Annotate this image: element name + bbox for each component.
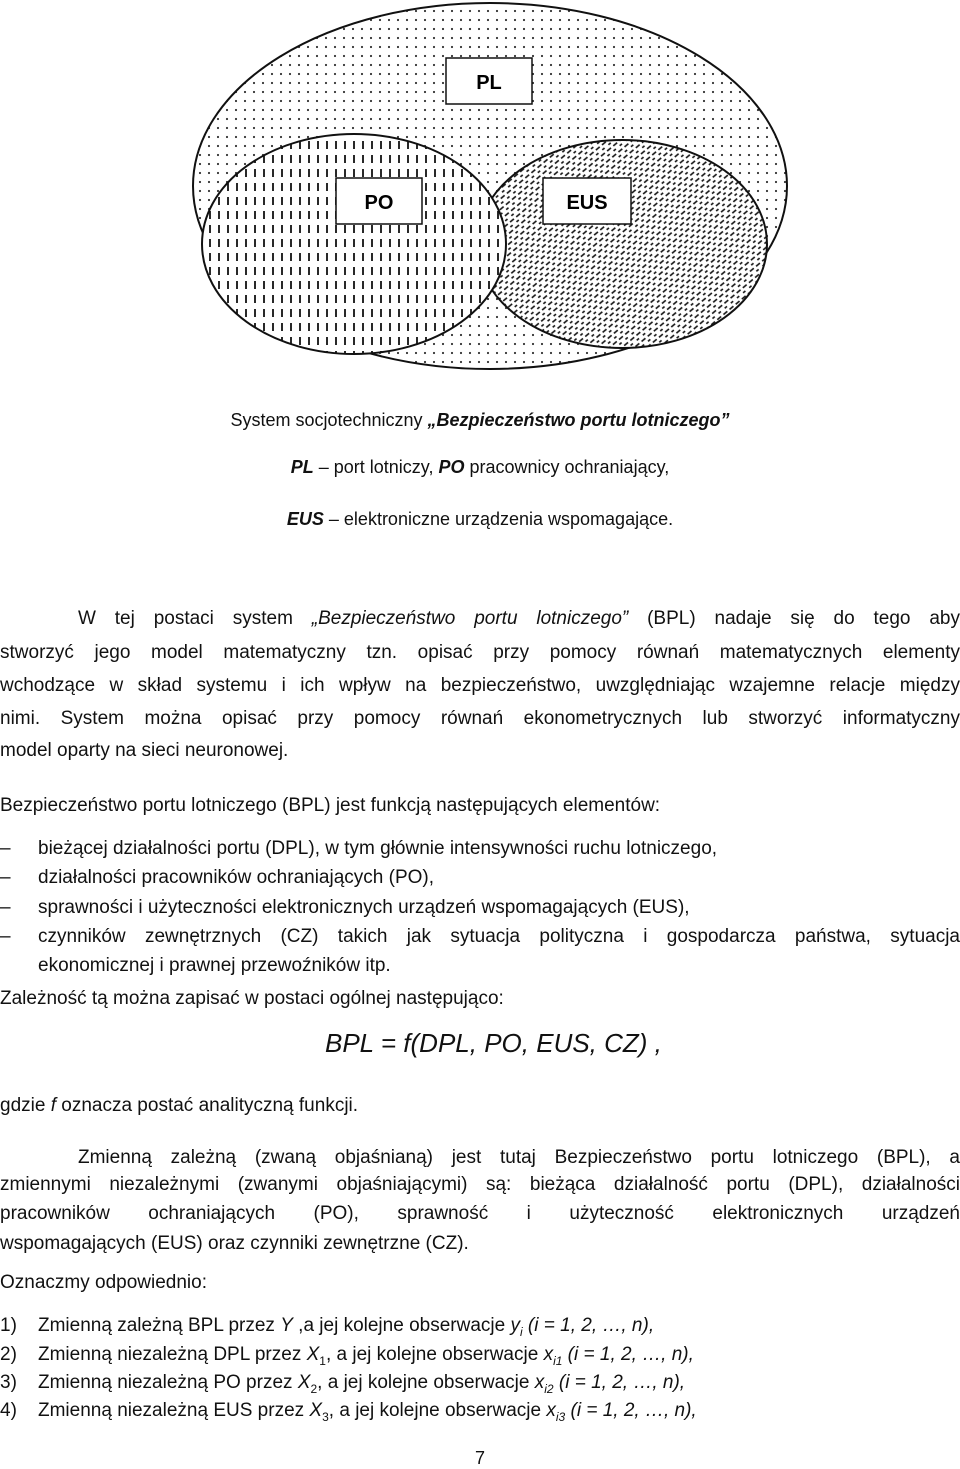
para2-intro: Bezpieczeństwo portu lotniczego (BPL) jest funkcją następujących elementów: (0, 795, 661, 816)
caption-pl-abbr: PL (290, 457, 314, 477)
pl-label-box (446, 58, 532, 104)
dash-bullet: – (0, 838, 11, 859)
para3-line-1: Zmienną zależną (zwaną objaśnianą) jest tutaj Bezpieczeństwo portu lotniczego (BPL), a (78, 1147, 960, 1168)
where-line: gdzie f oznacza postać analityczną funkcji. (0, 1095, 359, 1116)
eus-label-box (543, 178, 631, 224)
dependence-text: Zależność tą można zapisać w postaci ogólnej następująco: (0, 988, 504, 1009)
para3-line-2: zmiennymi niezależnymi (zwanymi objaśniającymi) są: bieżąca działalność portu (DPL), działalności (0, 1174, 960, 1195)
page-number: 7 (474, 1448, 485, 1468)
caption-eus-abbr: EUS (286, 509, 324, 529)
eus-label: EUS (566, 192, 608, 214)
pl-label: PL (476, 72, 502, 94)
po-set (202, 134, 506, 354)
caption-line-2: PL – port lotniczy, PO pracownicy ochraniający, (290, 457, 670, 477)
caption-line-1 (0, 407, 960, 433)
po-label-box (336, 178, 422, 224)
para1-line-2: stworzyć jego model matematyczny tzn. opisać przy pomocy równań matematycznych elementy (0, 642, 960, 663)
caption-line-3: EUS – elektroniczne urządzenia wspomagające. (286, 509, 674, 529)
caption-po-abbr: PO (438, 457, 465, 477)
para3-line-3: pracowników ochraniających (PO), sprawność i użyteczność elektronicznych urządzeń (0, 1203, 960, 1224)
para1-line-5: model oparty na sieci neuronowej. (0, 740, 289, 761)
dash-bullet: – (0, 926, 11, 947)
eus-set (477, 140, 767, 348)
para3-line-4: wspomagających (EUS) oraz czynniki zewnętrzne (CZ). (0, 1233, 469, 1254)
venn-diagram (0, 0, 960, 380)
po-label: PO (364, 192, 394, 214)
caption-prefix: System socjotechniczny (230, 410, 428, 430)
dash-bullet: – (0, 867, 11, 888)
para1-line-3: wchodzące w skład systemu i ich wpływ na bezpieczeństwo, uwzględniając wzajemne relacje między (0, 675, 960, 696)
dash-bullet: – (0, 897, 11, 918)
para1-line-4: nimi. System można opisać przy pomocy równań ekonometrycznych lub stworzyć informatyczny (0, 708, 960, 729)
para1-line-1: W tej postaci system „Bezpieczeństwo portu lotniczego” (BPL) nadaje się do tego aby (78, 608, 960, 629)
list-intro: Oznaczmy odpowiednio: (0, 1272, 207, 1293)
formula: BPL = f(DPL, PO, EUS, CZ) , (325, 1028, 662, 1058)
caption-title: „Bezpieczeństwo portu lotniczego” (427, 410, 730, 430)
